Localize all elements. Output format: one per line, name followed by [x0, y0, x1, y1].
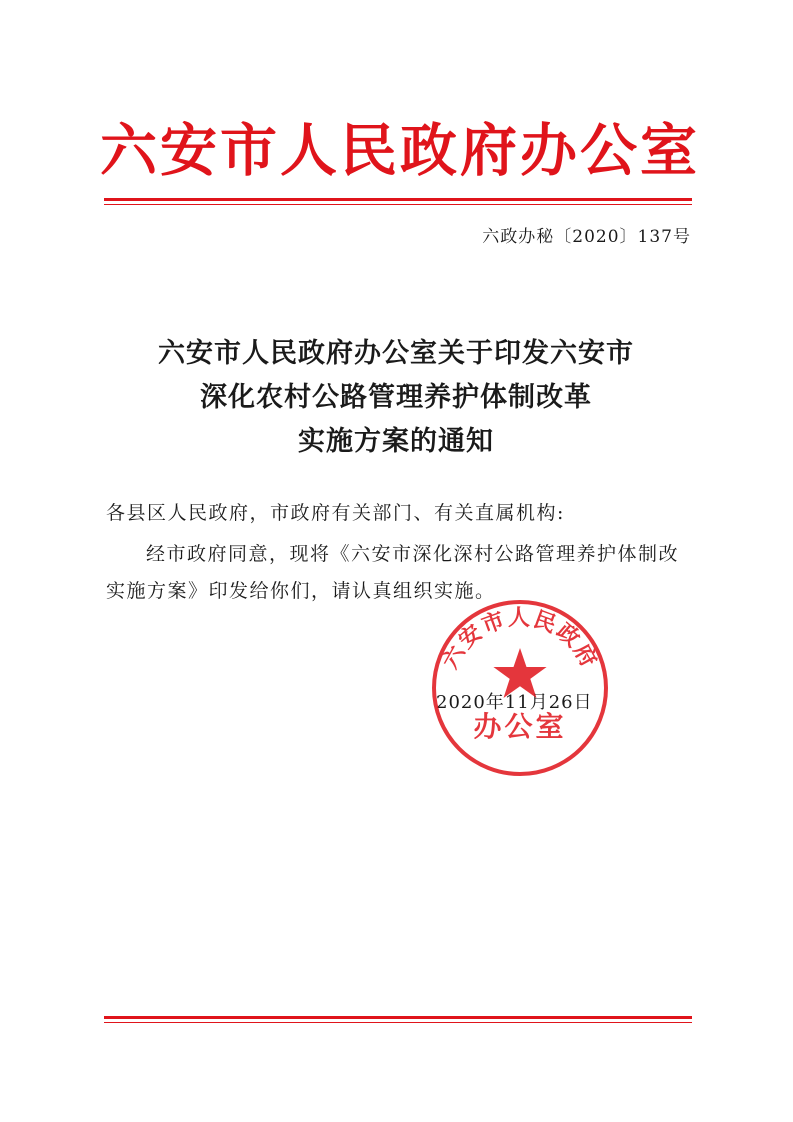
- official-seal: [428, 596, 612, 780]
- footer-rule-thick: [104, 1016, 692, 1019]
- star-icon: [493, 648, 546, 698]
- salutation: 各县区人民政府，市政府有关部门、有关直属机构:: [106, 502, 565, 524]
- header-rule-thick: [104, 198, 692, 201]
- document-title-line-1: 六安市人民政府办公室关于印发六安市: [158, 338, 634, 369]
- date-line: 2020年11月26日: [436, 692, 593, 713]
- svg-text:六安市人民政府: 六安市人民政府: [437, 605, 603, 674]
- body-paragraph-line-2: 实施方案》印发给你们，请认真组织实施。: [106, 580, 496, 602]
- svg-text:办公室: 办公室: [473, 710, 567, 743]
- document-title-line-2: 深化农村公路管理养护体制改革: [200, 382, 592, 413]
- header-rule-thin: [104, 204, 692, 205]
- footer-rule-thin: [104, 1022, 692, 1023]
- header-title: 六安市人民政府办公室: [100, 117, 700, 184]
- document-number: 六政办秘〔2020〕137号: [482, 227, 691, 247]
- body-paragraph-line-1: 经市政府同意，现将《六安市深化深村公路管理养护体制改: [146, 543, 680, 565]
- document-title-line-3: 实施方案的通知: [298, 426, 494, 457]
